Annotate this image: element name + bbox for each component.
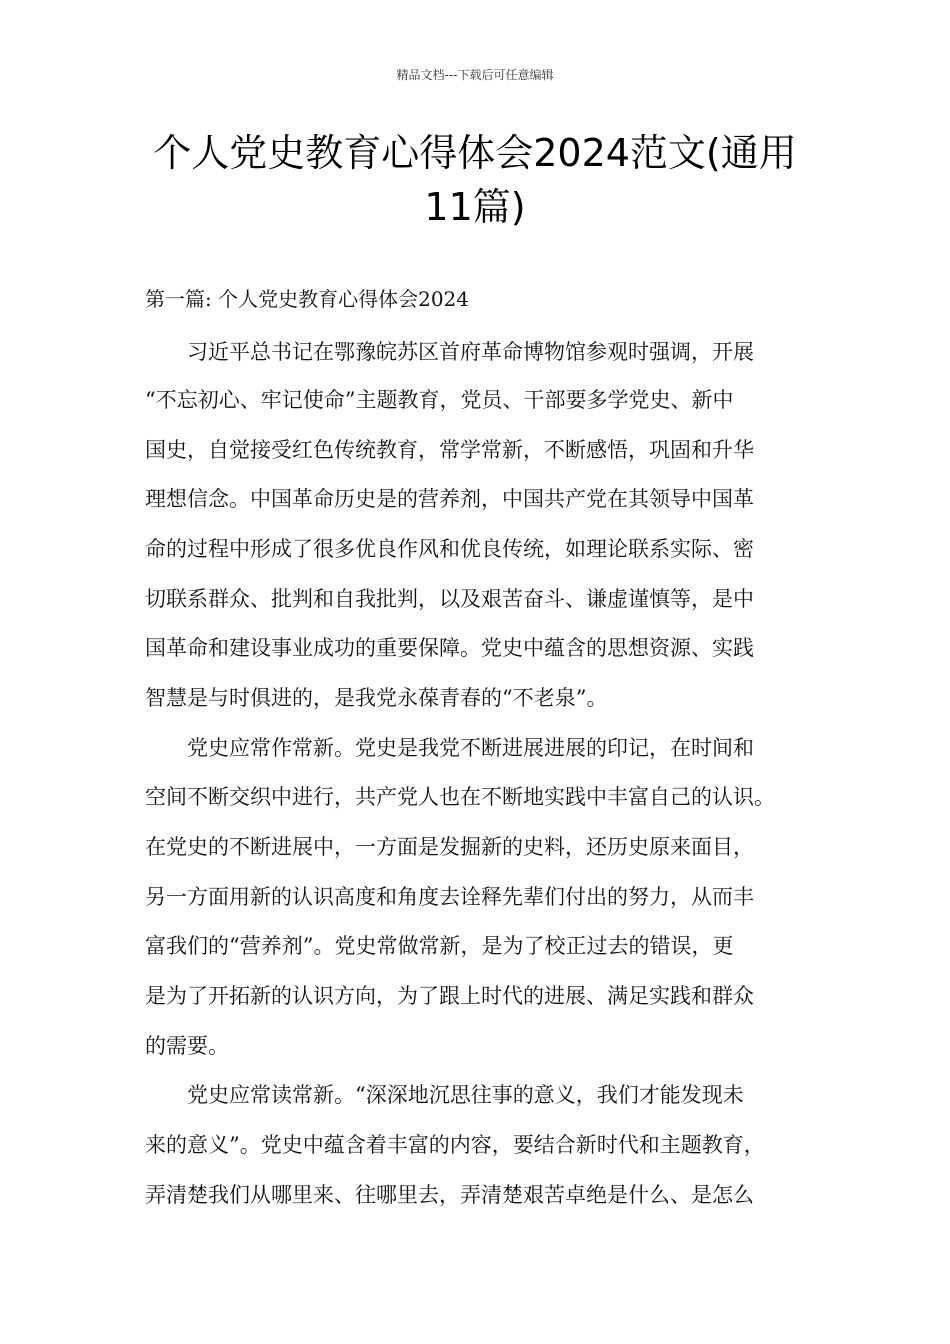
text-line: 另一方面用新的认识高度和角度去诠释先辈们付出的努力，从而丰 — [145, 885, 754, 909]
text-line: 的需要。 — [145, 1034, 229, 1058]
text-line: 是为了开拓新的认识方向，为了跟上时代的进展、满足实践和群众 — [145, 984, 754, 1008]
text-line: 空间不断交织中进行，共产党人也在不断地实践中丰富自己的认识。 — [145, 785, 775, 809]
page-header: 精品文档---下载后可任意编辑 — [396, 68, 554, 82]
text-line: 党史应常读常新。“深深地沉思往事的意义，我们才能发现未 — [187, 1083, 744, 1107]
text-line: 党史应常作常新。党史是我党不断进展进展的印记，在时间和 — [187, 736, 754, 760]
text-line: 命的过程中形成了很多优良作风和优良传统，如理论联系实际、密 — [145, 537, 754, 561]
document-title — [130, 126, 820, 234]
text-line: “不忘初心、牢记使命”主题教育，党员、干部要多学党史、新中 — [145, 388, 734, 412]
text-line: 习近平总书记在鄂豫皖苏区首府革命博物馆参观时强调，开展 — [187, 340, 754, 364]
text-line: 在党史的不断进展中，一方面是发掘新的史料，还历史原来面目， — [145, 835, 754, 859]
text-line: 智慧是与时俱进的，是我党永葆青春的“不老泉”。 — [145, 686, 608, 710]
text-line: 国革命和建设事业成功的重要保障。党史中蕴含的思想资源、实践 — [145, 636, 754, 660]
section-heading: 第一篇: 个人党史教育心得体会2024 — [145, 287, 469, 311]
title-line-1: 个人党史教育心得体会2024范文(通用 — [153, 131, 797, 175]
title-line-2: 11篇) — [424, 185, 526, 229]
text-line: 弄清楚我们从哪里来、往哪里去，弄清楚艰苦卓绝是什么、是怎么 — [145, 1183, 754, 1207]
text-line: 理想信念。中国革命历史是的营养剂，中国共产党在其领导中国革 — [145, 487, 754, 511]
text-line: 国史，自觉接受红色传统教育，常学常新，不断感悟，巩固和升华 — [145, 438, 754, 462]
text-line: 切联系群众、批判和自我批判，以及艰苦奋斗、谦虚谨慎等，是中 — [145, 587, 754, 611]
text-line: 来的意义”。党史中蕴含着丰富的内容，要结合新时代和主题教育， — [145, 1133, 765, 1157]
text-line: 富我们的“营养剂”。党史常做常新，是为了校正过去的错误，更 — [145, 934, 734, 958]
